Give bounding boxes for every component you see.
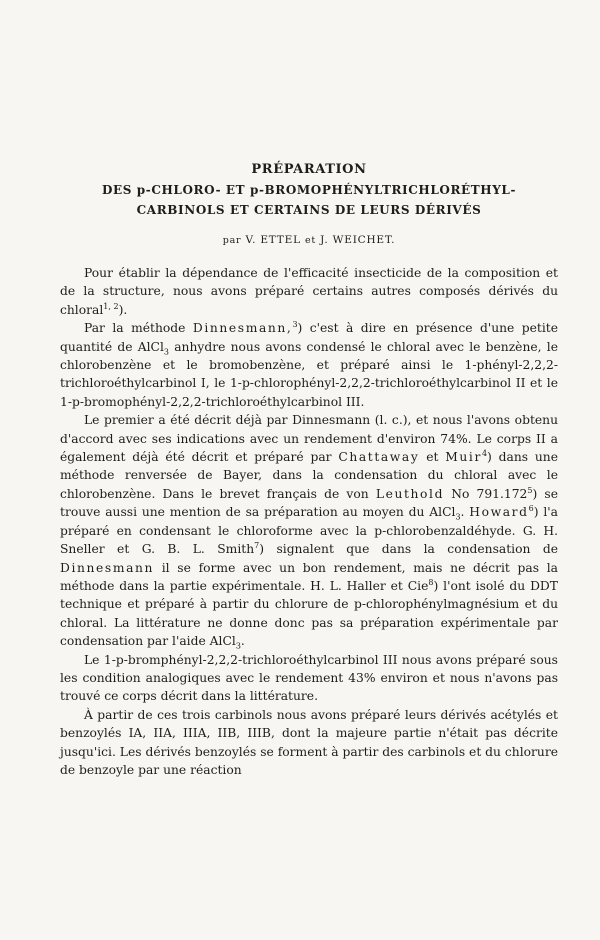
author-et: et <box>304 235 317 246</box>
p3-text: Le premier a été décrit déjà par Dinnesmann (l. c.), et nous l'avons obtenu d'accord avec ses indications avec un rendement d'environ 74%. Le corps II a également déjà été décrit et préparé par <box>60 413 558 465</box>
p3-text: No 791.172 <box>444 486 528 501</box>
p5-text: À partir de ces trois carbinols nous avons préparé leurs dérivés acétylés et benzoylés IA, IIA, IIIA, IIB, IIIB, dont la majeure partie n'était pas décrite jusqu'ici. Les dérivés benzoylés se forment à partir des carbinols et du chlorure de benzoyle par une réaction <box>60 707 558 777</box>
subscript: 3 <box>235 641 241 651</box>
paragraph-2 <box>60 319 558 411</box>
p4-text: Le 1-p-bromphényl-2,2,2-trichloroéthylcarbinol III nous avons préparé sous les condition analogiques avec le rendement 43% <box>60 652 558 685</box>
title-block <box>60 160 558 220</box>
p3-text: il se forme avec un bon rendement, mais ne décrit pas la méthode dans la partie expérimentale. H. L. Haller et Cie <box>60 560 558 593</box>
paper-page <box>60 160 558 779</box>
p4-text: environ et nous n'avons pas trouvé ce corps décrit dans la littérature. <box>60 670 559 704</box>
author-line <box>60 234 558 246</box>
subscript: 3 <box>455 512 461 522</box>
paragraph-4 <box>60 651 558 706</box>
author-name-howard: Howard <box>469 505 529 520</box>
author-weichet: J. WEICHET. <box>320 234 396 246</box>
author-ettel: V. ETTEL <box>245 234 301 246</box>
author-par: par <box>222 235 242 246</box>
p2-text: Par la méthode <box>84 321 193 336</box>
p3-text: . <box>240 634 245 649</box>
p2-text: ) c'est à dire en présence d'une petite quantité de AlCl <box>60 321 558 354</box>
paragraph-3 <box>60 411 558 650</box>
footnote-ref: 3 <box>292 320 298 330</box>
article-title-line-3: CARBINOLS ET CERTAINS DE LEURS DÉRIVÉS <box>136 203 482 217</box>
p3-text: ) se trouve aussi une mention de sa préparation au moyen du AlCl <box>60 486 559 520</box>
footnote-ref: 7 <box>254 541 260 550</box>
p3-text: et <box>419 450 446 465</box>
author-name-dinnesmann: Dinnesmann <box>60 560 155 575</box>
footnote-ref: 8 <box>428 577 434 587</box>
footnote-ref: 5 <box>527 485 533 495</box>
p2-text: anhydre nous avons condensé le chloral avec le benzène, le chlorobenzène et le bromobenzène, et préparé ainsi le 1-phényl-2,2,2-trichloroéthylcarbinol I, le 1-p-chlorophényl-2,2,2-trichloroéthylcarbinol II et le 1-p-bromophényl-2,2,2-trichloroéthylcarbinol III. <box>60 339 558 409</box>
p3-text: ) signalent que dans la condensation de <box>259 542 558 557</box>
footnote-ref: 4 <box>481 448 488 458</box>
p3-text: . <box>460 505 470 520</box>
p1-text-end: ). <box>118 302 128 317</box>
paragraph-5 <box>60 706 558 780</box>
p1-text: Pour établir la dépendance de l'efficacité insecticide de la composition et de la structure, nous avons préparé certains autres composés dérivés du chloral <box>60 266 558 317</box>
paragraph-1 <box>60 264 558 319</box>
author-name-leuthold: Leuthold <box>375 486 445 501</box>
author-name-muir: Muir <box>445 450 482 465</box>
p3-text: ) l'a préparé en condensant le chloroforme avec la p-chlorobenzaldéhyde. G. H. Sneller et G. B. L. Smith <box>60 505 559 557</box>
p3-text: ) dans une méthode renversée de Bayer, dans la condensation du chloral avec le chlorobenzène. Dans le brevet français de von <box>60 450 558 501</box>
author-name-chattaway: Chattaway <box>338 450 420 465</box>
footnote-ref: 1, 2 <box>103 301 119 311</box>
article-title-line-2: DES p-CHLORO- ET p-BROMOPHÉNYLTRICHLORÉTHYL- <box>101 183 517 197</box>
p3-text: ) l'ont isolé du DDT technique et préparé à partir du chlorure de p-chlorophénylmagnésium et du chloral. La littérature ne donne donc pas sa préparation expérimentale par condensation par l'aide AlCl <box>60 578 558 649</box>
article-title-line-1: PRÉPARATION <box>251 162 367 177</box>
subscript: 3 <box>163 347 169 357</box>
footnote-ref: 6 <box>528 504 534 514</box>
author-name-dinnesmann: Dinnesmann, <box>192 321 293 336</box>
